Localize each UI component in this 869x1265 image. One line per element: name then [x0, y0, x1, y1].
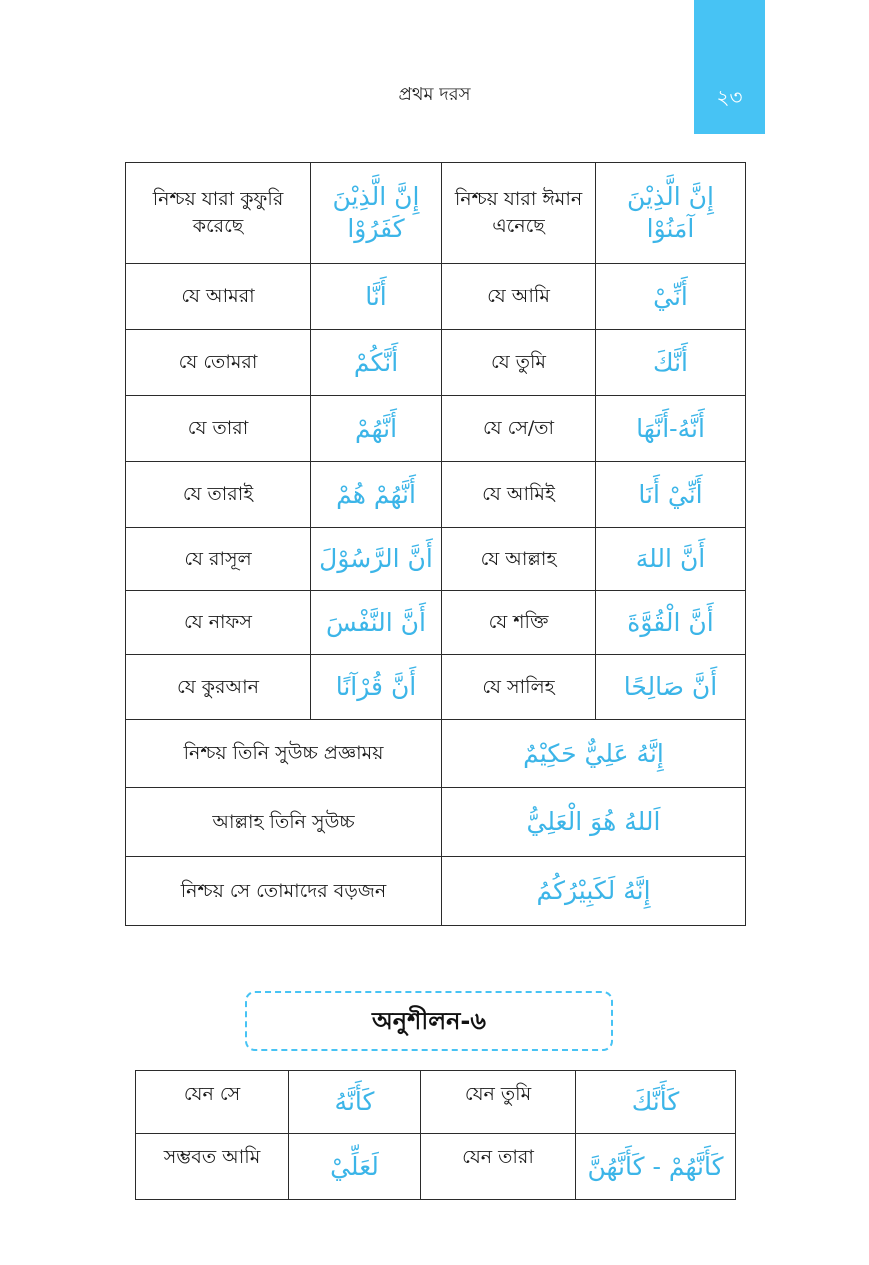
table-row — [126, 655, 746, 720]
table-row — [126, 396, 746, 462]
arabic-cell: أَنَّ قُرْآنًا — [311, 655, 442, 720]
meaning-cell: যে সে/তা — [442, 396, 596, 462]
meaning-cell: যে তারা — [126, 396, 311, 462]
meaning-cell: যেন তুমি — [421, 1071, 576, 1134]
arabic-cell: أَنَّا — [311, 264, 442, 330]
arabic-cell: أَنِّيْ أَنَا — [596, 462, 746, 528]
table-row — [126, 591, 746, 655]
meaning-cell: যেন তারা — [421, 1134, 576, 1200]
arabic-cell: أَنَّكُمْ — [311, 330, 442, 396]
arabic-cell: أَنَّ صَالِحًا — [596, 655, 746, 720]
chapter-title: প্রথম দরস — [398, 84, 471, 105]
arabic-cell: أَنَّهُمْ هُمْ — [311, 462, 442, 528]
table-row — [126, 462, 746, 528]
arabic-cell: أَنَّ النَّفْسَ — [311, 591, 442, 655]
table-row — [126, 163, 746, 264]
arabic-cell: أَنَّ اللهَ — [596, 528, 746, 591]
sentence-arabic-cell: إِنَّهُ عَلِيٌّ حَكِيْمٌ — [442, 720, 746, 788]
arabic-cell: أَنَّهُ-أَنَّهَا — [596, 396, 746, 462]
arabic-cell: إِنَّ الَّذِيْنَ آمَنُوْا — [596, 163, 746, 264]
exercise-title: অনুশীলন-৬ — [245, 991, 613, 1051]
meaning-cell: সম্ভবত আমি — [136, 1134, 289, 1200]
meaning-cell: নিশ্চয় যারা কুফুরি করেছে — [126, 163, 311, 264]
table-row — [126, 264, 746, 330]
meaning-cell: যে আল্লাহ — [442, 528, 596, 591]
arabic-cell: إِنَّ الَّذِيْنَ كَفَرُوْا — [311, 163, 442, 264]
meaning-cell: যে তুমি — [442, 330, 596, 396]
meaning-cell: যে আমিই — [442, 462, 596, 528]
meaning-cell: যে রাসূল — [126, 528, 311, 591]
arabic-cell: أَنَّ الرَّسُوْلَ — [311, 528, 442, 591]
page-number: ২৩ — [716, 85, 743, 109]
meaning-cell: যে সালিহ — [442, 655, 596, 720]
meaning-cell: যে আমরা — [126, 264, 311, 330]
meaning-cell: যে তারাই — [126, 462, 311, 528]
meaning-cell: যে কুরআন — [126, 655, 311, 720]
table-row — [136, 1134, 736, 1200]
arabic-cell: أَنَّهُمْ — [311, 396, 442, 462]
table-row — [136, 1071, 736, 1134]
exercise-table — [135, 1070, 736, 1200]
arabic-cell: أَنَّ الْقُوَّةَ — [596, 591, 746, 655]
arabic-cell: كَأَنَّكَ — [576, 1071, 736, 1134]
meaning-cell: যে শক্তি — [442, 591, 596, 655]
sentence-meaning-cell: নিশ্চয় তিনি সুউচ্চ প্রজ্ঞাময় — [126, 720, 442, 788]
sentence-row — [126, 857, 746, 926]
sentence-meaning-cell: আল্লাহ তিনি সুউচ্চ — [126, 788, 442, 857]
table-row — [126, 528, 746, 591]
arabic-cell: أَنِّيْ — [596, 264, 746, 330]
page-number-tab — [694, 0, 765, 134]
arabic-cell: كَأَنَّهُ — [289, 1071, 421, 1134]
arabic-cell: أَنَّكَ — [596, 330, 746, 396]
meaning-cell: যে আমি — [442, 264, 596, 330]
sentence-meaning-cell: নিশ্চয় সে তোমাদের বড়জন — [126, 857, 442, 926]
arabic-cell: كَأَنَّهُمْ - كَأَنَّهُنَّ — [576, 1134, 736, 1200]
vocabulary-table — [125, 162, 746, 926]
sentence-arabic-cell: اَللهُ هُوَ الْعَلِيُّ — [442, 788, 746, 857]
sentence-row — [126, 788, 746, 857]
meaning-cell: নিশ্চয় যারা ঈমান এনেছে — [442, 163, 596, 264]
table-row — [126, 330, 746, 396]
meaning-cell: যে নাফস — [126, 591, 311, 655]
arabic-cell: لَعَلِّيْ — [289, 1134, 421, 1200]
meaning-cell: যেন সে — [136, 1071, 289, 1134]
meaning-cell: যে তোমরা — [126, 330, 311, 396]
sentence-arabic-cell: إِنَّهُ لَكَبِيْرُكُمُ — [442, 857, 746, 926]
sentence-row — [126, 720, 746, 788]
